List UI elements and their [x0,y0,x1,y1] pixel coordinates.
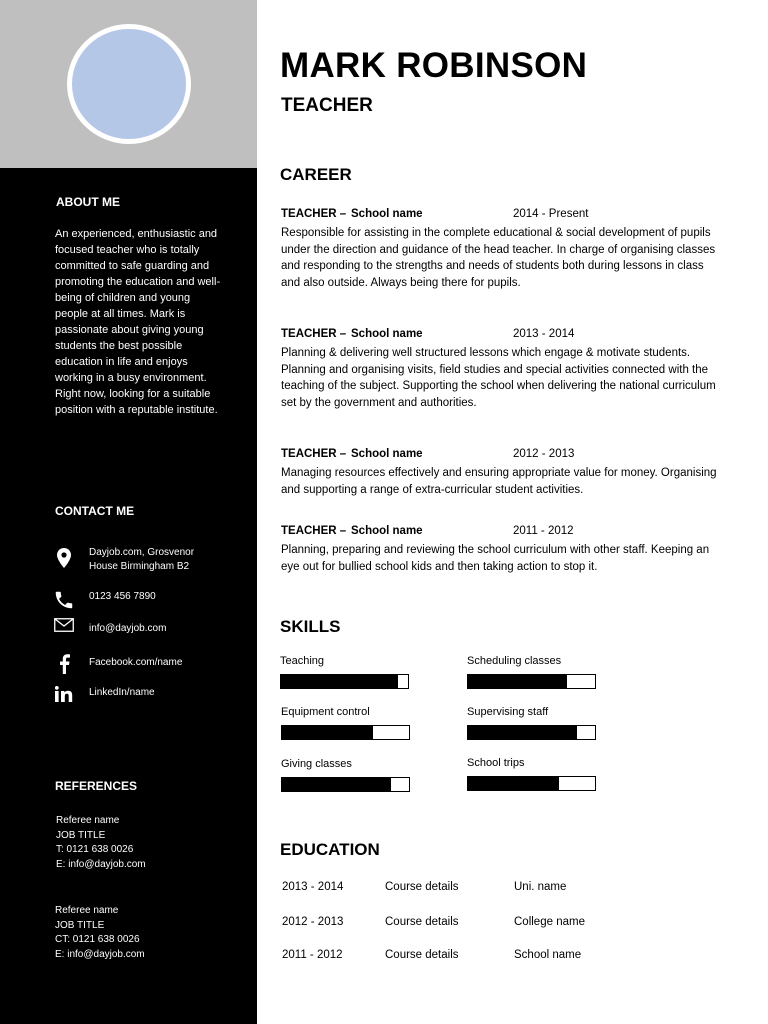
email-icon [52,613,76,637]
referee-job-title: JOB TITLE [55,919,105,931]
skill-level-fill [282,778,391,791]
skill-label: Equipment control [281,706,370,718]
job-role: TEACHER – [281,448,347,460]
skill-bar [281,725,410,740]
job-dates: 2013 - 2014 [513,328,575,340]
skill-label: Supervising staff [467,706,549,718]
skill-teaching [280,655,420,671]
job-title: TEACHER [281,95,373,116]
skill-equipment-control [281,706,421,722]
referee-phone: CT: 0121 638 0026 [55,934,140,945]
referee-phone: T: 0121 638 0026 [56,844,134,855]
job-description: Planning & delivering well structured lessons which engage & motivate students. Planning and organising visits, field studies and special activities connected with the teaching of the subject. Supporting the school when delivering the national curriculum set by the government and authorities. [281,347,716,409]
contact-address [52,546,242,576]
skill-school-trips [467,757,607,773]
job-description: Responsible for assisting in the complete educational & social development of pupils under the direction and guidance of the head teacher. In charge of organising classes and responding to the strengths and needs of students both during lessons in class and also outside. Always being there for pupils. [281,227,716,289]
skill-level-fill [468,675,567,688]
skill-giving-classes [281,758,421,774]
linkedin-icon [52,682,76,706]
career-entry [281,328,721,411]
job-school: School name [351,208,423,220]
phone-icon [52,588,76,612]
education-years: 2012 - 2013 [282,916,344,928]
contact-email-text: info@dayjob.com [89,623,167,634]
education-school: School name [514,949,582,961]
contact-email [52,617,242,647]
skill-scheduling-classes [467,655,607,671]
referee-name: Referee name [56,815,120,826]
education-course: Course details [385,881,459,893]
skill-supervising-staff [467,706,607,722]
referee-name: Referee name [55,905,119,916]
job-dates: 2014 - Present [513,208,589,220]
skill-bar [467,776,596,791]
career-entry [281,208,721,291]
job-role: TEACHER – [281,328,347,340]
education-course: Course details [385,949,459,961]
career-entry [281,525,721,575]
skill-label: School trips [467,757,525,769]
contact-linkedin [52,682,242,712]
job-school: School name [351,448,423,460]
education-school: College name [514,916,585,928]
contact-linkedin-text: LinkedIn/name [89,687,155,698]
skill-label: Giving classes [281,758,352,770]
skill-label: Scheduling classes [467,655,562,667]
job-role: TEACHER – [281,525,347,537]
job-dates: 2011 - 2012 [513,525,574,537]
person-name: MARK ROBINSON [280,46,588,85]
education-heading: EDUCATION [280,840,380,859]
skill-bar [467,674,596,689]
education-years: 2011 - 2012 [282,949,343,961]
photo-panel [0,0,257,168]
job-dates: 2012 - 2013 [513,448,575,460]
job-school: School name [351,525,423,537]
job-role: TEACHER – [281,208,347,220]
reference-1 [56,814,146,872]
job-description: Planning, preparing and reviewing the school curriculum with other staff. Keeping an eye out for bullied school kids and then taking action to stop it. [281,544,710,573]
career-entry [281,448,721,498]
job-school: School name [351,328,423,340]
referee-email: E: info@dayjob.com [56,858,146,870]
skill-bar [281,777,410,792]
skill-label: Teaching [280,655,325,667]
contact-facebook [52,652,242,682]
skill-level-fill [281,675,398,688]
education-years: 2013 - 2014 [282,881,344,893]
education-row [282,949,722,965]
education-school: Uni. name [514,881,567,893]
about-heading: ABOUT ME [56,195,120,209]
contact-address-line2: House Birmingham B2 [89,561,190,572]
contact-phone [52,589,242,619]
facebook-icon [52,652,76,676]
contact-heading: CONTACT ME [55,504,135,518]
reference-2 [55,904,145,962]
references-heading: REFERENCES [55,779,138,793]
sidebar [0,0,257,1024]
skills-heading: SKILLS [280,617,341,636]
about-text: An experienced, enthusiastic and focused teacher who is totally committed to safe guarding and promoting the education and well-being of children and young people at all times. Mark is passionate about giving young students the best possible education in life and enjoys working in a busy environment. Right now, looking for a suitable position with a reputable institute. [55,228,221,416]
skill-bar [280,674,409,689]
contact-address-line1: Dayjob.com, Grosvenor [89,547,195,558]
location-pin-icon [52,546,76,570]
education-row [282,916,722,932]
referee-email: E: info@dayjob.com [55,948,145,960]
skill-level-fill [282,726,373,739]
skill-level-fill [468,726,577,739]
job-description: Managing resources effectively and ensuring appropriate value for money. Organising and supporting a range of extra-curricular student activities. [281,467,717,496]
contact-facebook-text: Facebook.com/name [89,657,183,668]
career-heading: CAREER [280,165,352,184]
skill-bar [467,725,596,740]
education-row [282,881,722,897]
contact-phone-text: 0123 456 7890 [89,591,156,602]
skill-level-fill [468,777,559,790]
education-course: Course details [385,916,459,928]
avatar [67,24,191,144]
referee-job-title: JOB TITLE [56,829,106,841]
